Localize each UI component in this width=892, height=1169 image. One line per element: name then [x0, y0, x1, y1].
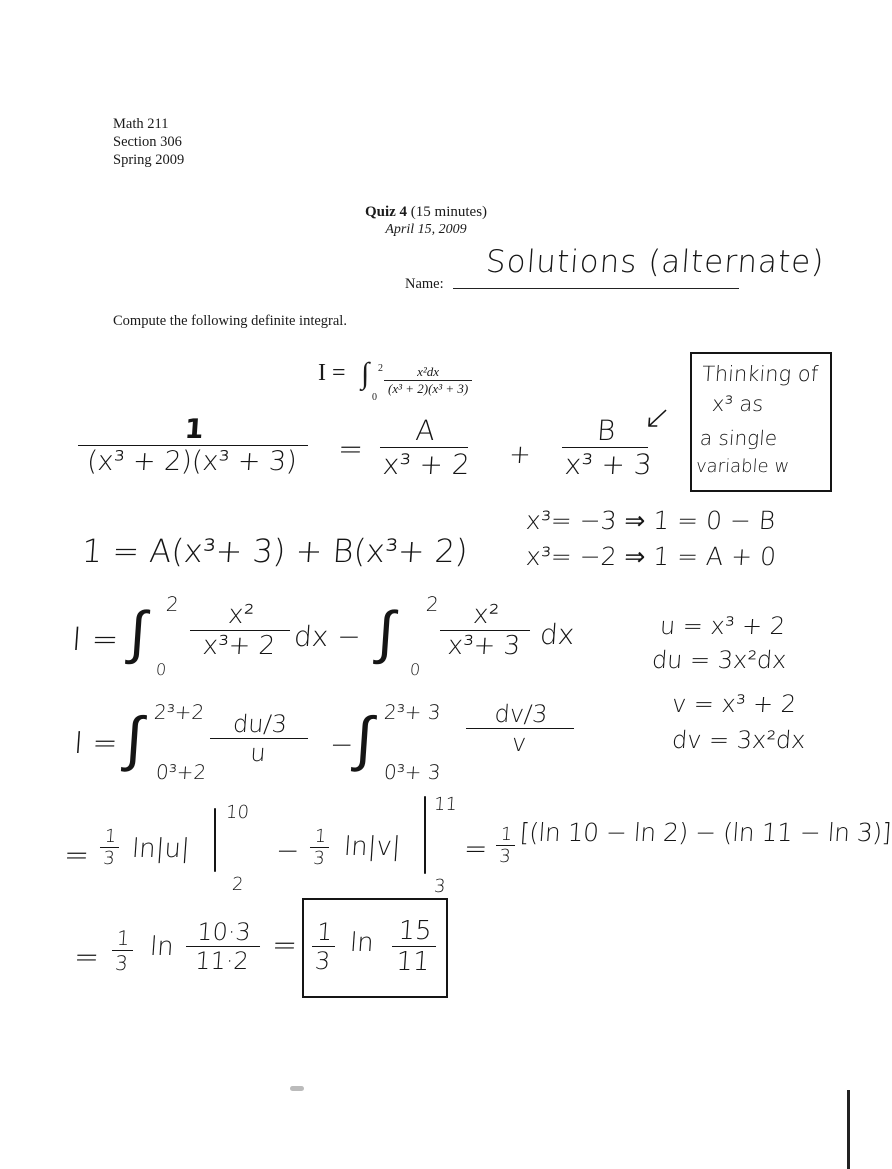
answer-coef — [310, 918, 337, 975]
answer-numerator: 15 — [397, 916, 433, 946]
eval-bar-2 — [424, 796, 426, 874]
final-fraction — [184, 918, 262, 975]
answer-coef-den: 3 — [310, 946, 335, 975]
pf-b-fraction — [560, 414, 651, 481]
answer-box — [302, 898, 448, 998]
eval-coef-1-den: 3 — [98, 847, 119, 869]
int3-numerator: du/3 — [232, 710, 288, 738]
sub-dv: dv = 3x²dx — [671, 726, 807, 754]
quiz-duration: (15 minutes) — [407, 204, 488, 220]
usub-minus: − — [328, 728, 355, 761]
int1-denominator: x³+ 2 — [188, 630, 290, 661]
eval-equals: = — [62, 838, 91, 873]
eval-bar-1 — [214, 808, 216, 872]
eval-coef-1 — [98, 826, 120, 869]
note-line-1: Thinking of — [701, 362, 819, 386]
int1-sign: ∫ — [127, 598, 149, 666]
final-ln: ln — [148, 932, 175, 962]
term-label: Spring 2009 — [113, 152, 185, 168]
name-label: Name: — [405, 276, 444, 292]
sub-v: v = x³ + 2 — [671, 690, 798, 718]
eval-coef-2-den: 3 — [308, 847, 329, 869]
eval-coef-1-num: 1 — [104, 826, 117, 847]
int1-numerator: x² — [227, 600, 256, 630]
int2-numerator: x² — [472, 600, 501, 630]
int2-fraction — [438, 600, 532, 661]
quiz-title — [276, 204, 576, 221]
note-arrow-icon: ↙ — [642, 398, 673, 436]
int1-lower: 0 — [155, 660, 167, 679]
int1-upper: 2 — [165, 592, 180, 616]
eval-coef-3-num: 1 — [500, 824, 513, 845]
int3-lower: 0³+2 — [155, 760, 208, 784]
problem-lower-limit: 0 — [372, 392, 377, 403]
answer-fraction — [390, 916, 438, 977]
eval-minus: − — [274, 834, 301, 867]
pf-left-fraction — [76, 414, 310, 477]
int3-fraction — [208, 710, 310, 767]
sub-du: du = 3x²dx — [651, 646, 788, 674]
name-value: Solutions (alternate) — [484, 244, 826, 280]
final-equals: = — [72, 940, 101, 975]
pf-a-numerator: A — [414, 414, 436, 447]
int3-denominator: u — [208, 738, 308, 767]
pf-a-denominator: x³ + 2 — [378, 447, 468, 481]
pf-a-fraction — [378, 414, 471, 481]
final-coef-den: 3 — [110, 950, 132, 975]
problem-lhs: I = — [318, 360, 346, 386]
name-underline — [453, 288, 739, 289]
int2-denominator: x³+ 3 — [438, 630, 530, 661]
int4-numerator: dv/3 — [493, 700, 549, 728]
scan-edge — [847, 1090, 850, 1169]
eval-u-lower: 2 — [231, 874, 245, 895]
problem-denominator: (x³ + 2)(x³ + 3) — [384, 380, 472, 397]
final-coef-num: 1 — [116, 926, 131, 950]
pf-equals: = — [336, 432, 365, 467]
int4-sign: ∫ — [353, 704, 375, 774]
eval-u-upper: 10 — [225, 802, 250, 823]
answer-denominator: 11 — [390, 946, 436, 977]
int4-denominator: v — [464, 728, 574, 757]
eval-coef-3-den: 3 — [494, 845, 515, 867]
int2-sign: ∫ — [375, 598, 397, 666]
pf-b-numerator: B — [595, 414, 617, 447]
eval-bracket: [(ln 10 − ln 2) − (ln 11 − ln 3)] — [518, 818, 892, 847]
int2-lower: 0 — [409, 660, 421, 679]
quiz-title-bold: Quiz 4 — [364, 204, 408, 220]
int1-dx: dx − — [292, 620, 362, 653]
eval-log-u: ln|u| — [130, 834, 191, 864]
int4-upper: 2³+ 3 — [383, 700, 442, 724]
note-line-2: x³ as — [711, 392, 765, 416]
eval-equals-2: = — [462, 832, 489, 865]
eval-v-upper: 11 — [433, 794, 458, 815]
final-coef — [110, 926, 134, 975]
int4-lower: 0³+ 3 — [383, 760, 442, 784]
split-lhs: I = — [70, 620, 120, 658]
int3-upper: 2³+2 — [153, 700, 206, 724]
quiz-date: April 15, 2009 — [385, 222, 467, 237]
case-b: x³= −3 ⇒ 1 = 0 − B — [524, 506, 777, 535]
answer-ln: ln — [348, 928, 375, 958]
note-box — [690, 352, 832, 492]
course-label: Math 211 — [113, 116, 169, 132]
final-equals-2: = — [270, 928, 299, 963]
eval-v-lower: 3 — [433, 876, 447, 897]
int1-fraction — [188, 600, 292, 661]
eval-log-v: ln|v| — [342, 832, 402, 862]
scan-smudge — [290, 1086, 304, 1091]
pf-left-numerator: 1 — [183, 414, 205, 445]
final-numerator: 10·3 — [196, 918, 252, 946]
problem-upper-limit: 2 — [378, 363, 383, 374]
section-label: Section 306 — [113, 134, 182, 150]
pf-left-denominator: (x³ + 2)(x³ + 3) — [76, 445, 308, 477]
note-line-4: variable w — [695, 456, 790, 477]
pf-b-denominator: x³ + 3 — [560, 447, 648, 481]
int2-dx: dx — [538, 618, 576, 651]
int3-sign: ∫ — [123, 704, 145, 774]
eval-coef-2 — [308, 826, 330, 869]
int4-fraction — [464, 700, 576, 757]
problem-numerator: x²dx — [417, 364, 440, 379]
problem-integral-sign: ∫ — [361, 357, 370, 390]
usub-lhs: I = — [72, 726, 119, 761]
pf-plus: + — [507, 440, 532, 470]
instruction-text: Compute the following definite integral. — [113, 313, 347, 329]
eval-coef-2-num: 1 — [314, 826, 327, 847]
int2-upper: 2 — [425, 592, 440, 616]
answer-coef-num: 1 — [316, 918, 334, 946]
pf-identity: 1 = A(x³+ 3) + B(x³+ 2) — [80, 532, 470, 570]
sub-u: u = x³ + 2 — [659, 612, 787, 640]
case-a: x³= −2 ⇒ 1 = A + 0 — [524, 542, 778, 571]
problem-fraction — [384, 364, 472, 397]
note-line-3: a single — [699, 426, 778, 450]
eval-coef-3 — [494, 824, 516, 867]
final-denominator: 11·2 — [184, 946, 260, 975]
